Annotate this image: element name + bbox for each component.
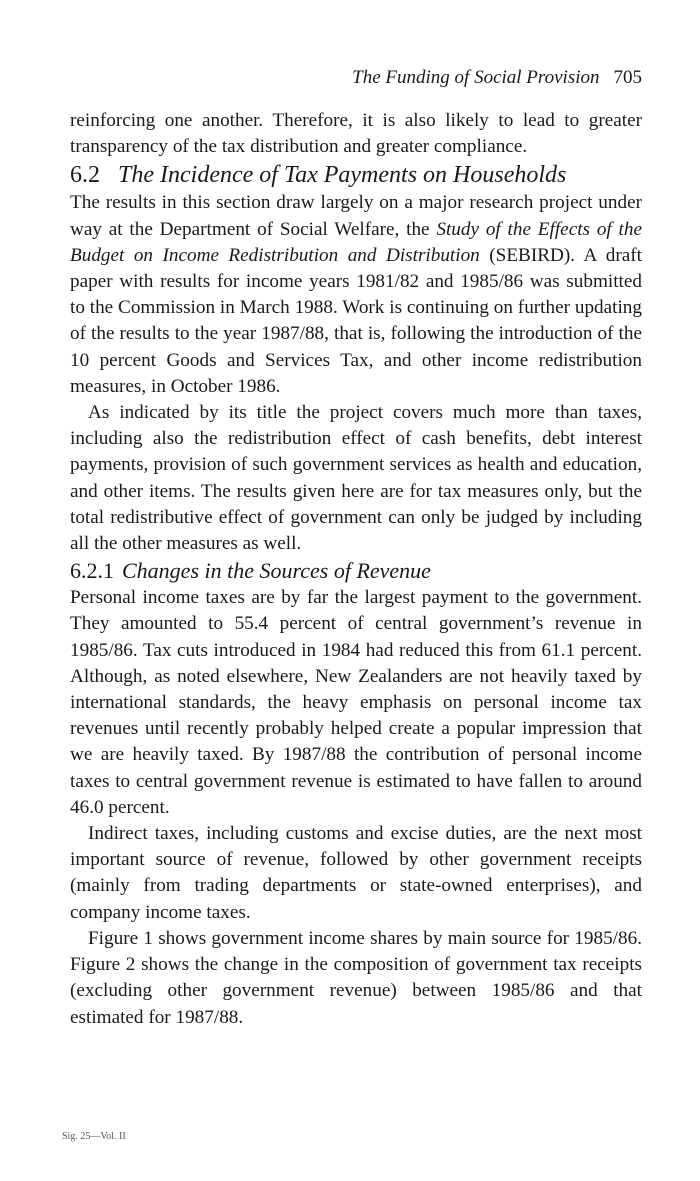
paragraph-figures: Figure 1 shows government income shares by main source for 1985/86. Figure 2 shows the change in the composition of government tax receipts (excluding other government revenue) between 1985/86 and that estimated for 1987/88. bbox=[70, 927, 642, 1028]
subsection-heading bbox=[70, 557, 642, 585]
section-title: The Incidence of Tax Payments on Households bbox=[118, 162, 567, 189]
paragraph-personal-income-taxes: Personal income taxes are by far the largest payment to the government. They amounted to 55.4 percent of central government’s revenue in 1985/86. Tax cuts introduced in 1984 had reduced this from 61.1 percent. Although, as noted elsewhere, New Zealanders are not heavily taxed by international standards, the heavy emphasis on personal income tax revenues until recently probably helped create a popular impression that we are heavily taxed. By 1987/88 the contribution of personal income taxes to central government revenue is estimated to have fallen to around 46.0 percent. bbox=[70, 587, 642, 818]
paragraph-sebird bbox=[70, 190, 642, 400]
paragraph-continued: reinforcing one another. Therefore, it is also likely to lead to greater transparency of the tax distribution and greater compliance. bbox=[70, 110, 642, 158]
running-title: The Funding of Social Provision bbox=[352, 67, 600, 88]
paragraph-project-scope: As indicated by its title the project covers much more than taxes, including also the redistribution effect of cash benefits, debt interest payments, provision of such government services as health and education, and other items. The results given here are for tax measures only, but the total redistributive effect of government can only be judged by including all the other measures as well. bbox=[70, 402, 642, 555]
page-number: 705 bbox=[613, 67, 642, 88]
paragraph-sebird-text-1: The results in this section draw largely on a major research project under way at the Department of Social Welfare, the bbox=[70, 192, 642, 240]
signature-mark: Sig. 25—Vol. II bbox=[62, 1131, 126, 1142]
subsection-title: Changes in the Sources of Revenue bbox=[122, 558, 431, 584]
section-heading bbox=[70, 160, 642, 190]
subsection-number: 6.2.1 bbox=[70, 558, 114, 584]
running-head bbox=[352, 66, 642, 90]
page-body bbox=[70, 108, 642, 1031]
paragraph-indirect-taxes: Indirect taxes, including customs and excise duties, are the next most important source of revenue, followed by other government receipts (mainly from trading departments or state-owned enterprises), and company income taxes. bbox=[70, 823, 642, 923]
paragraph-sebird-text-2: (SEBIRD). A draft paper with results for income years 1981/82 and 1985/86 was submitted to the Commission in March 1988. Work is continuing on further updating of the results to the year 1987/88, that is, following the introduction of the 10 percent Goods and Services Tax, and other income redistribution measures, in October 1986. bbox=[70, 244, 642, 397]
study-title: Study of the Effects of the Budget on Income Redistribution and Distribution bbox=[70, 218, 642, 266]
section-number: 6.2 bbox=[70, 162, 100, 189]
